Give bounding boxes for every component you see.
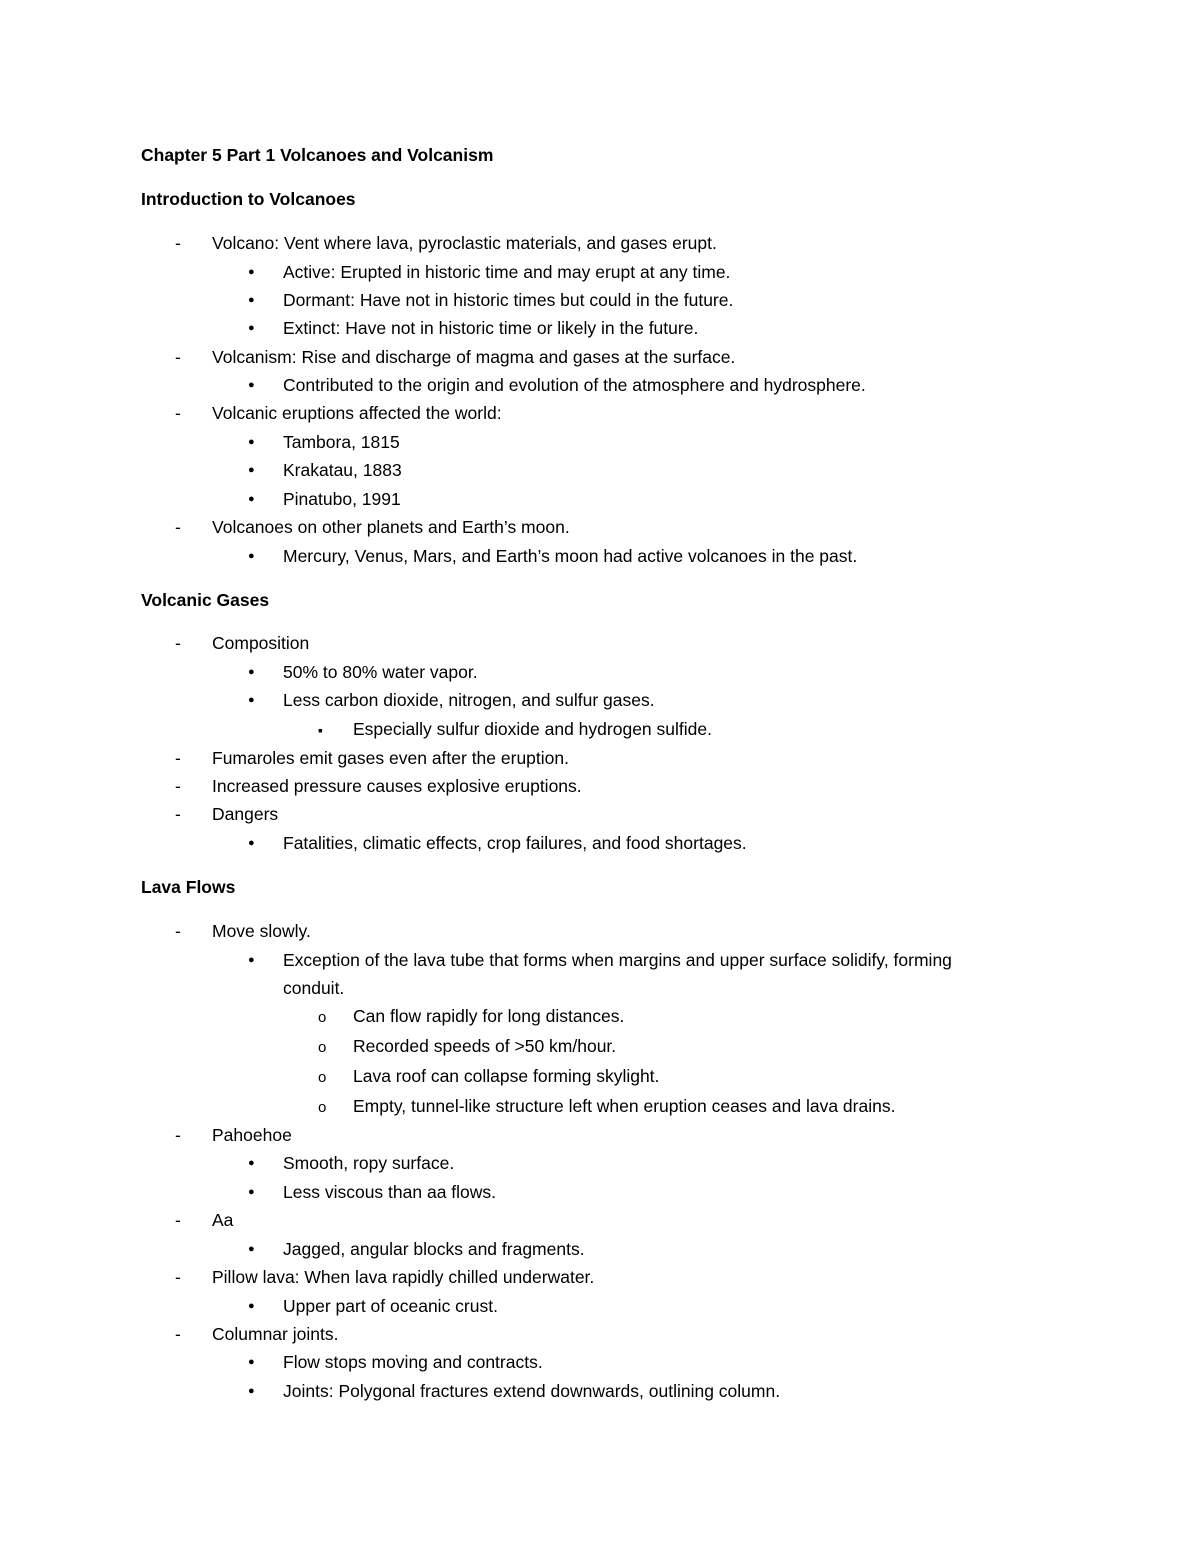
dash-marker [175, 402, 181, 424]
list-item: Tambora, 1815 [283, 432, 400, 452]
bullet-marker [248, 661, 255, 686]
list-item: Active: Erupted in historic time and may erupt at any time. [283, 262, 731, 282]
dash-marker [175, 1323, 181, 1345]
list-item: Less carbon dioxide, nitrogen, and sulfur gases. [283, 690, 655, 710]
bullet-marker [248, 374, 255, 399]
section-heading-lava: Lava Flows [141, 877, 236, 897]
bullet-marker [248, 1152, 255, 1177]
list-item: Empty, tunnel-like structure left when eruption ceases and lava drains. [353, 1096, 896, 1116]
square-marker [318, 718, 323, 741]
section-heading-gases: Volcanic Gases [141, 590, 270, 610]
circle-marker [318, 1095, 326, 1119]
dash-marker [175, 516, 181, 538]
list-item: 50% to 80% water vapor. [283, 662, 478, 682]
list-item: Fatalities, climatic effects, crop failures, and food shortages. [283, 833, 747, 853]
list-item: Increased pressure causes explosive eruptions. [212, 776, 582, 796]
bullet-marker [248, 317, 255, 342]
list-item: Move slowly. [212, 921, 311, 941]
list-item: Columnar joints. [212, 1324, 339, 1344]
list-item: Mercury, Venus, Mars, and Earth’s moon had active volcanoes in the past. [283, 546, 858, 566]
list-item: Dangers [212, 804, 279, 824]
bullet-marker [248, 1295, 255, 1320]
list-item: Extinct: Have not in historic time or likely in the future. [283, 318, 699, 338]
circle-marker [318, 1035, 326, 1059]
list-item: Jagged, angular blocks and fragments. [283, 1239, 585, 1259]
bullet-marker [248, 261, 255, 286]
bullet-marker [248, 488, 255, 513]
dash-marker [175, 775, 181, 797]
list-item: Krakatau, 1883 [283, 460, 402, 480]
bullet-marker [248, 431, 255, 456]
list-item: Contributed to the origin and evolution of the atmosphere and hydrosphere. [283, 375, 866, 395]
list-item: Joints: Polygonal fractures extend downwards, outlining column. [283, 1381, 781, 1401]
dash-marker [175, 920, 181, 942]
list-item: Smooth, ropy surface. [283, 1153, 455, 1173]
bullet-marker [248, 1181, 255, 1206]
dash-marker [175, 803, 181, 825]
list-item: Flow stops moving and contracts. [283, 1352, 543, 1372]
section-heading-intro: Introduction to Volcanoes [141, 189, 356, 209]
list-item: Exception of the lava tube that forms when margins and upper surface solidify, forming [283, 950, 952, 970]
dash-marker [175, 232, 181, 254]
list-item: Pinatubo, 1991 [283, 489, 401, 509]
list-item: Pahoehoe [212, 1125, 292, 1145]
dash-marker [175, 632, 181, 654]
dash-marker [175, 1266, 181, 1288]
bullet-marker [248, 1380, 255, 1405]
list-item: Aa [212, 1210, 234, 1230]
bullet-marker [248, 459, 255, 484]
list-item-continuation: conduit. [283, 978, 345, 998]
dash-marker [175, 1124, 181, 1146]
bullet-marker [248, 545, 255, 570]
bullet-marker [248, 689, 255, 714]
list-item: Recorded speeds of >50 km/hour. [353, 1036, 617, 1056]
list-item: Volcanic eruptions affected the world: [212, 403, 502, 423]
bullet-marker [248, 289, 255, 314]
list-item: Volcanoes on other planets and Earth’s moon. [212, 517, 570, 537]
bullet-marker [248, 1351, 255, 1376]
list-item: Especially sulfur dioxide and hydrogen sulfide. [353, 719, 712, 739]
list-item: Can flow rapidly for long distances. [353, 1006, 625, 1026]
circle-marker [318, 1005, 326, 1029]
list-item: Upper part of oceanic crust. [283, 1296, 498, 1316]
list-item: Pillow lava: When lava rapidly chilled underwater. [212, 1267, 595, 1287]
list-item: Composition [212, 633, 310, 653]
dash-marker [175, 747, 181, 769]
list-item: Volcanism: Rise and discharge of magma and gases at the surface. [212, 347, 736, 367]
list-item: Dormant: Have not in historic times but could in the future. [283, 290, 734, 310]
list-item: Fumaroles emit gases even after the eruption. [212, 748, 569, 768]
list-item: Volcano: Vent where lava, pyroclastic materials, and gases erupt. [212, 233, 717, 253]
dash-marker [175, 1209, 181, 1231]
list-item: Lava roof can collapse forming skylight. [353, 1066, 660, 1086]
page-title: Chapter 5 Part 1 Volcanoes and Volcanism [141, 145, 494, 165]
bullet-marker [248, 1238, 255, 1263]
circle-marker [318, 1065, 326, 1089]
dash-marker [175, 346, 181, 368]
list-item: Less viscous than aa flows. [283, 1182, 497, 1202]
bullet-marker [248, 832, 255, 857]
bullet-marker [248, 949, 255, 974]
